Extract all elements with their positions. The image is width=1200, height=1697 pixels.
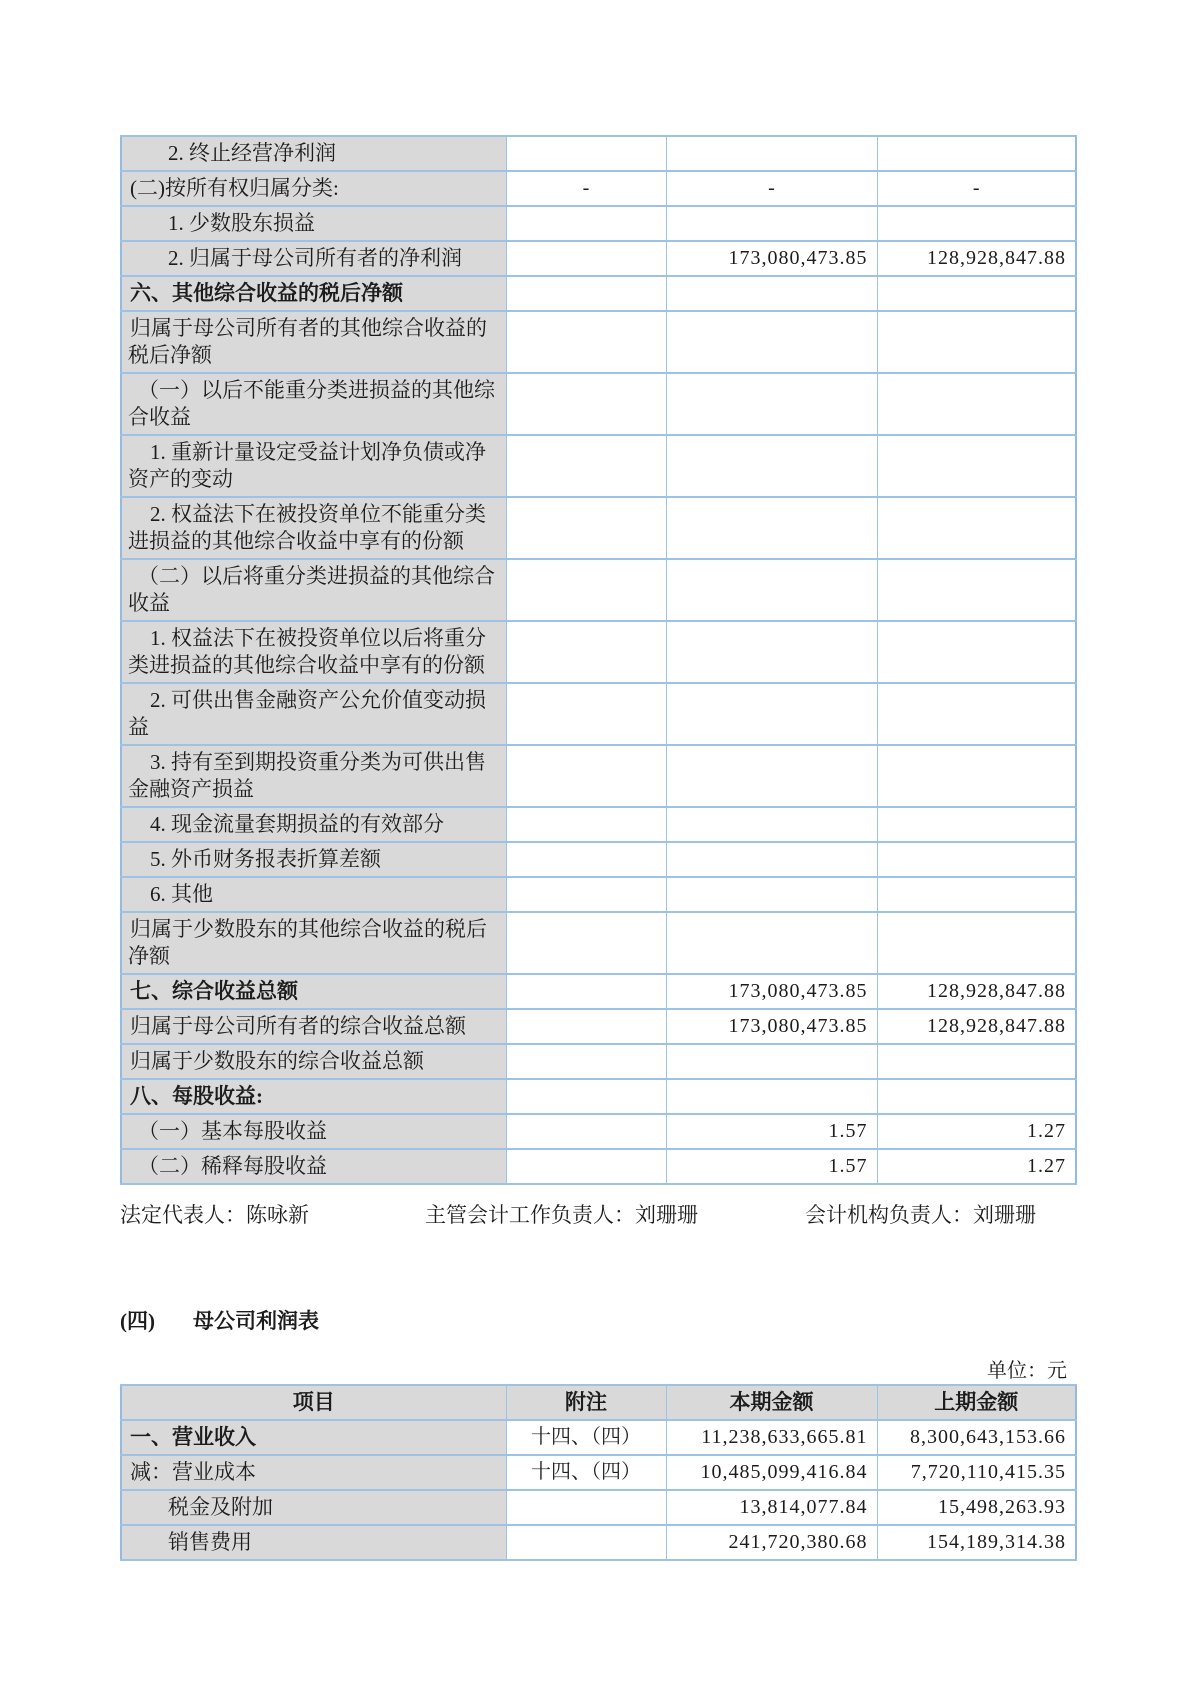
accounting-department-head: 会计机构负责人：刘珊珊 [805, 1203, 1036, 1227]
current-amount-cell [666, 206, 877, 241]
row-label: 2. 终止经营净利润 [121, 136, 506, 171]
note-cell [506, 621, 666, 683]
prior-amount-cell [877, 621, 1076, 683]
prior-amount-cell [877, 877, 1076, 912]
row-label: （一）基本每股收益 [121, 1114, 506, 1149]
row-label: 归属于母公司所有者的其他综合收益的税后净额 [121, 311, 506, 373]
prior-amount-cell [877, 912, 1076, 974]
note-cell [506, 373, 666, 435]
table-row [121, 136, 1076, 171]
current-amount-cell [666, 745, 877, 807]
signature-line [120, 1199, 1075, 1227]
note-cell [506, 877, 666, 912]
consolidated-income-statement-body [121, 136, 1076, 1184]
table-row [121, 974, 1076, 1009]
prior-amount-cell [877, 1044, 1076, 1079]
prior-amount-cell [877, 311, 1076, 373]
section-number: (四) [120, 1309, 155, 1333]
header-note: 附注 [506, 1385, 666, 1420]
parent-income-statement-body [121, 1420, 1076, 1560]
prior-amount-cell [877, 373, 1076, 435]
current-amount-cell [666, 683, 877, 745]
row-label: 六、其他综合收益的税后净额 [121, 276, 506, 311]
table-row [121, 1455, 1076, 1490]
row-label: 1. 少数股东损益 [121, 206, 506, 241]
table-row [121, 1420, 1076, 1455]
table-row [121, 241, 1076, 276]
table-row [121, 1525, 1076, 1560]
row-label: 归属于母公司所有者的综合收益总额 [121, 1009, 506, 1044]
prior-amount-cell [877, 497, 1076, 559]
row-label: 销售费用 [121, 1525, 506, 1560]
note-cell [506, 1009, 666, 1044]
prior-amount-cell [877, 683, 1076, 745]
current-amount-cell: 173,080,473.85 [666, 241, 877, 276]
current-amount-cell [666, 497, 877, 559]
current-amount-cell: 1.57 [666, 1149, 877, 1184]
row-label: 归属于少数股东的综合收益总额 [121, 1044, 506, 1079]
prior-amount-cell: 1.27 [877, 1114, 1076, 1149]
row-label: 八、每股收益: [121, 1079, 506, 1114]
row-label: 2. 权益法下在被投资单位不能重分类进损益的其他综合收益中享有的份额 [121, 497, 506, 559]
note-cell [506, 311, 666, 373]
note-cell [506, 842, 666, 877]
prior-amount-cell: 7,720,110,415.35 [877, 1455, 1076, 1490]
note-cell [506, 241, 666, 276]
current-amount-cell: 11,238,633,665.81 [666, 1420, 877, 1455]
current-amount-cell [666, 877, 877, 912]
prior-amount-cell: 128,928,847.88 [877, 1009, 1076, 1044]
note-cell [506, 136, 666, 171]
current-amount-cell: 241,720,380.68 [666, 1525, 877, 1560]
row-label: 归属于少数股东的其他综合收益的税后净额 [121, 912, 506, 974]
current-amount-cell [666, 311, 877, 373]
current-amount-cell: 173,080,473.85 [666, 974, 877, 1009]
current-amount-cell: 10,485,099,416.84 [666, 1455, 877, 1490]
prior-amount-cell [877, 842, 1076, 877]
table-row [121, 621, 1076, 683]
current-amount-cell [666, 1079, 877, 1114]
table-header-row [121, 1385, 1076, 1420]
header-prior-amount: 上期金额 [877, 1385, 1076, 1420]
row-label: （二）以后将重分类进损益的其他综合收益 [121, 559, 506, 621]
table-row [121, 842, 1076, 877]
current-amount-cell [666, 136, 877, 171]
current-amount-cell [666, 559, 877, 621]
current-amount-cell: 173,080,473.85 [666, 1009, 877, 1044]
note-cell [506, 1044, 666, 1079]
consolidated-income-statement-table [120, 135, 1077, 1185]
table-row [121, 1149, 1076, 1184]
current-amount-cell: 1.57 [666, 1114, 877, 1149]
row-label: 1. 权益法下在被投资单位以后将重分类进损益的其他综合收益中享有的份额 [121, 621, 506, 683]
current-amount-cell [666, 373, 877, 435]
current-amount-cell [666, 1044, 877, 1079]
section-heading [120, 1305, 1075, 1332]
row-label: 2. 可供出售金融资产公允价值变动损益 [121, 683, 506, 745]
row-label: 1. 重新计量设定受益计划净负债或净资产的变动 [121, 435, 506, 497]
table-row [121, 171, 1076, 206]
current-amount-cell [666, 807, 877, 842]
row-label: 减：营业成本 [121, 1455, 506, 1490]
current-amount-cell [666, 912, 877, 974]
prior-amount-cell [877, 807, 1076, 842]
table-row [121, 912, 1076, 974]
note-cell: - [506, 171, 666, 206]
current-amount-cell: - [666, 171, 877, 206]
row-label: (二)按所有权归属分类: [121, 171, 506, 206]
header-item: 项目 [121, 1385, 506, 1420]
row-label: 4. 现金流量套期损益的有效部分 [121, 807, 506, 842]
note-cell [506, 807, 666, 842]
table-row [121, 1009, 1076, 1044]
note-cell [506, 206, 666, 241]
table-row [121, 745, 1076, 807]
table-row [121, 1490, 1076, 1525]
row-label: 2. 归属于母公司所有者的净利润 [121, 241, 506, 276]
legal-representative: 法定代表人：陈咏新 [120, 1203, 309, 1227]
prior-amount-cell [877, 136, 1076, 171]
note-cell [506, 276, 666, 311]
prior-amount-cell: 1.27 [877, 1149, 1076, 1184]
row-label: 一、营业收入 [121, 1420, 506, 1455]
note-cell [506, 1490, 666, 1525]
unit-note: 单位：元 [987, 1360, 1067, 1382]
table-row [121, 1044, 1076, 1079]
note-cell [506, 912, 666, 974]
row-label: 5. 外币财务报表折算差额 [121, 842, 506, 877]
current-amount-cell [666, 435, 877, 497]
prior-amount-cell [877, 276, 1076, 311]
table-row [121, 807, 1076, 842]
row-label: 3. 持有至到期投资重分类为可供出售金融资产损益 [121, 745, 506, 807]
note-cell [506, 435, 666, 497]
row-label: 七、综合收益总额 [121, 974, 506, 1009]
prior-amount-cell: 128,928,847.88 [877, 241, 1076, 276]
prior-amount-cell: 15,498,263.93 [877, 1490, 1076, 1525]
note-cell [506, 1525, 666, 1560]
note-cell [506, 974, 666, 1009]
prior-amount-cell [877, 206, 1076, 241]
table-row [121, 877, 1076, 912]
section-title: 母公司利润表 [193, 1309, 319, 1333]
note-cell [506, 559, 666, 621]
table-row [121, 497, 1076, 559]
prior-amount-cell: 8,300,643,153.66 [877, 1420, 1076, 1455]
note-cell [506, 1149, 666, 1184]
table-row [121, 559, 1076, 621]
current-amount-cell: 13,814,077.84 [666, 1490, 877, 1525]
parent-income-statement-table [120, 1384, 1077, 1561]
prior-amount-cell: 128,928,847.88 [877, 974, 1076, 1009]
row-label: 6. 其他 [121, 877, 506, 912]
table-row [121, 683, 1076, 745]
table-row [121, 311, 1076, 373]
table-row [121, 1114, 1076, 1149]
note-cell [506, 683, 666, 745]
row-label: 税金及附加 [121, 1490, 506, 1525]
prior-amount-cell: - [877, 171, 1076, 206]
current-amount-cell [666, 842, 877, 877]
note-cell [506, 497, 666, 559]
chief-accounting-officer: 主管会计工作负责人：刘珊珊 [425, 1203, 698, 1227]
table-row [121, 373, 1076, 435]
note-cell: 十四、（四） [506, 1455, 666, 1490]
note-cell [506, 745, 666, 807]
current-amount-cell [666, 621, 877, 683]
note-cell [506, 1114, 666, 1149]
prior-amount-cell [877, 435, 1076, 497]
header-current-amount: 本期金额 [666, 1385, 877, 1420]
note-cell: 十四、（四） [506, 1420, 666, 1455]
current-amount-cell [666, 276, 877, 311]
page-content [120, 135, 1075, 1561]
note-cell [506, 1079, 666, 1114]
prior-amount-cell [877, 559, 1076, 621]
row-label: （二）稀释每股收益 [121, 1149, 506, 1184]
table-row [121, 276, 1076, 311]
prior-amount-cell [877, 745, 1076, 807]
prior-amount-cell [877, 1079, 1076, 1114]
table-row [121, 206, 1076, 241]
prior-amount-cell: 154,189,314.38 [877, 1525, 1076, 1560]
row-label: （一）以后不能重分类进损益的其他综合收益 [121, 373, 506, 435]
table-row [121, 1079, 1076, 1114]
table-row [121, 435, 1076, 497]
